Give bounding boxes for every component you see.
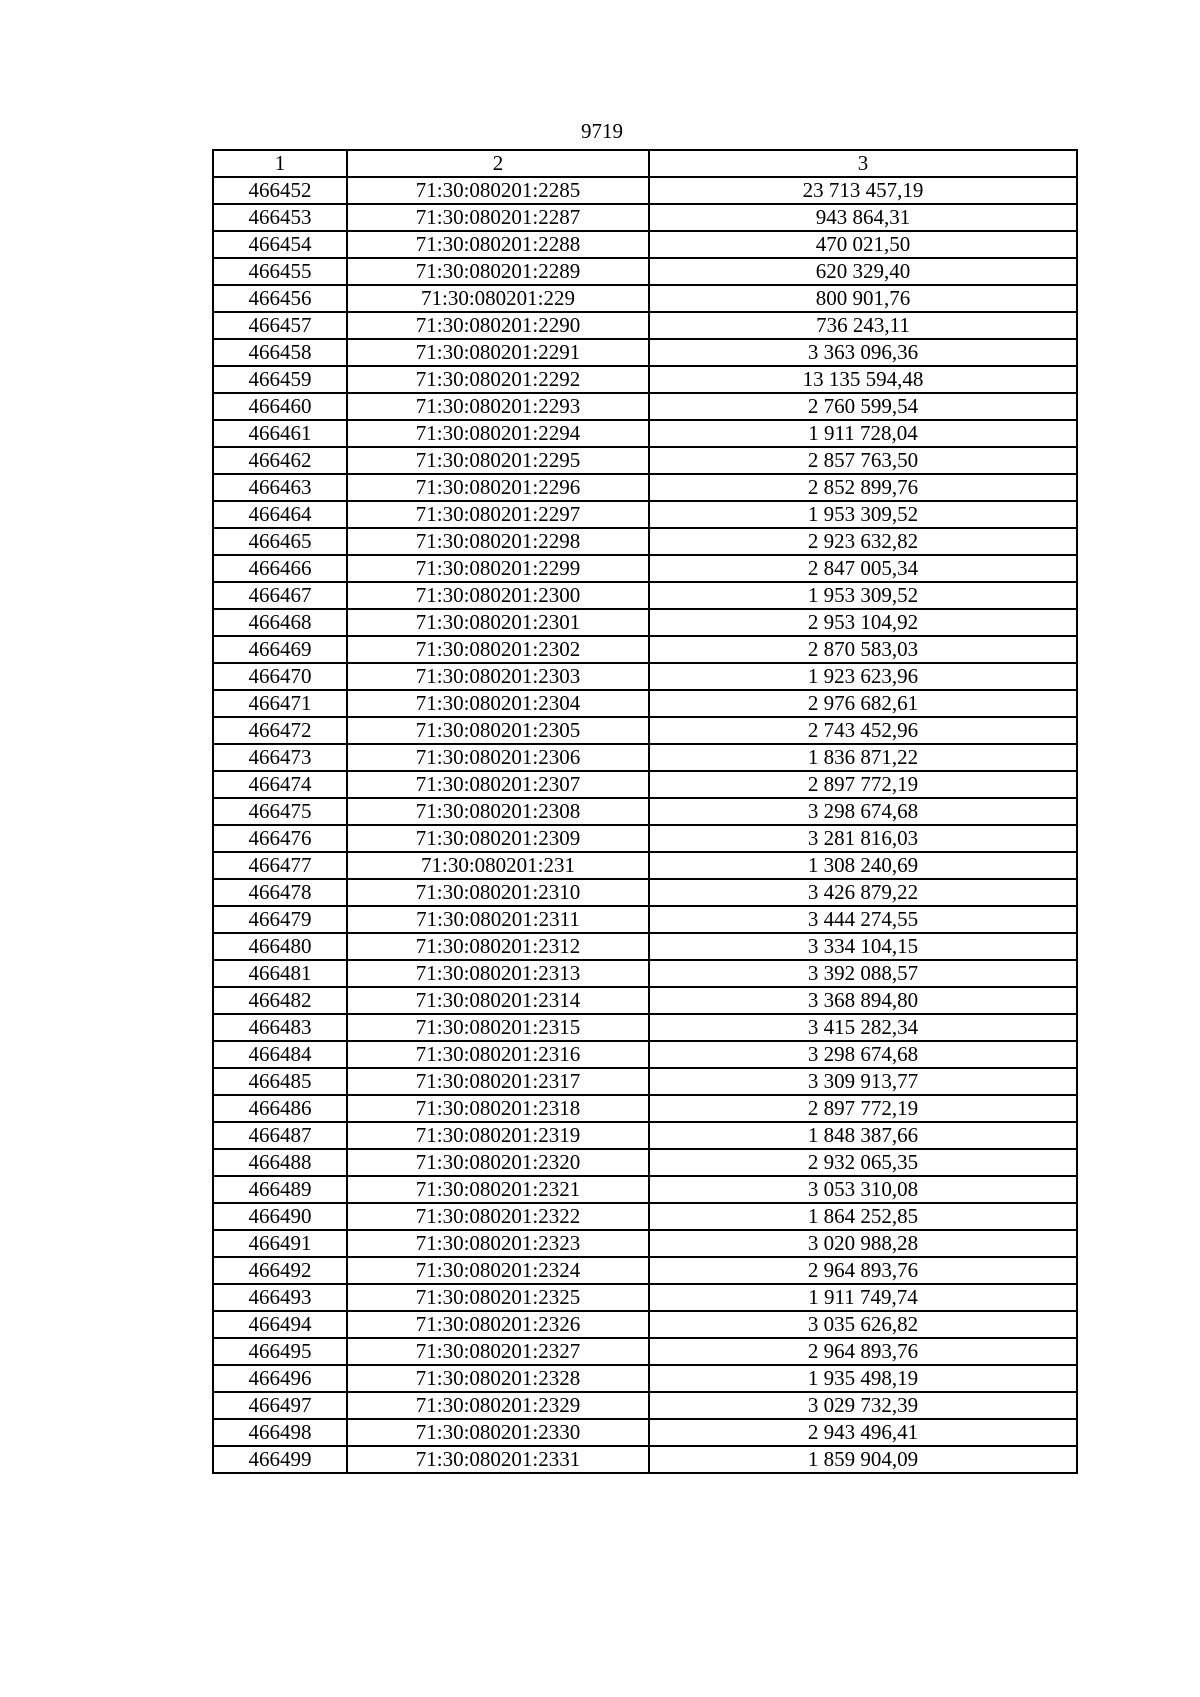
value-cell: 3 053 310,08	[649, 1176, 1077, 1203]
value-cell: 1 848 387,66	[649, 1122, 1077, 1149]
table-row	[213, 906, 1077, 933]
row-number-cell: 466495	[213, 1338, 347, 1365]
value-cell: 1 859 904,09	[649, 1446, 1077, 1473]
value-cell: 2 953 104,92	[649, 609, 1077, 636]
table-row	[213, 582, 1077, 609]
value-cell: 3 029 732,39	[649, 1392, 1077, 1419]
cadastral-number-cell: 71:30:080201:2314	[347, 987, 649, 1014]
table-row	[213, 1284, 1077, 1311]
cadastral-number-cell: 71:30:080201:2328	[347, 1365, 649, 1392]
cadastral-number-cell: 71:30:080201:229	[347, 285, 649, 312]
row-number-cell: 466480	[213, 933, 347, 960]
cadastral-number-cell: 71:30:080201:2285	[347, 177, 649, 204]
table-row	[213, 204, 1077, 231]
row-number-cell: 466458	[213, 339, 347, 366]
row-number-cell: 466464	[213, 501, 347, 528]
table-row	[213, 1203, 1077, 1230]
row-number-cell: 466476	[213, 825, 347, 852]
row-number-cell: 466475	[213, 798, 347, 825]
table-row	[213, 1446, 1077, 1473]
table-row	[213, 312, 1077, 339]
cadastral-number-cell: 71:30:080201:2291	[347, 339, 649, 366]
value-cell: 23 713 457,19	[649, 177, 1077, 204]
registry-table	[212, 149, 1078, 1474]
row-number-cell: 466471	[213, 690, 347, 717]
table-row	[213, 1230, 1077, 1257]
table-row	[213, 1095, 1077, 1122]
cadastral-number-cell: 71:30:080201:2289	[347, 258, 649, 285]
row-number-cell: 466465	[213, 528, 347, 555]
cadastral-number-cell: 71:30:080201:2330	[347, 1419, 649, 1446]
column-header-2: 2	[347, 150, 649, 177]
row-number-cell: 466484	[213, 1041, 347, 1068]
row-number-cell: 466456	[213, 285, 347, 312]
value-cell: 2 760 599,54	[649, 393, 1077, 420]
table-row	[213, 1014, 1077, 1041]
cadastral-number-cell: 71:30:080201:2325	[347, 1284, 649, 1311]
table-row	[213, 393, 1077, 420]
value-cell: 3 334 104,15	[649, 933, 1077, 960]
cadastral-number-cell: 71:30:080201:2298	[347, 528, 649, 555]
table-row	[213, 1311, 1077, 1338]
row-number-cell: 466488	[213, 1149, 347, 1176]
cadastral-number-cell: 71:30:080201:2311	[347, 906, 649, 933]
table-row	[213, 798, 1077, 825]
table-header	[213, 150, 1077, 177]
cadastral-number-cell: 71:30:080201:2317	[347, 1068, 649, 1095]
table-row	[213, 852, 1077, 879]
table-row	[213, 960, 1077, 987]
cadastral-number-cell: 71:30:080201:2297	[347, 501, 649, 528]
row-number-cell: 466486	[213, 1095, 347, 1122]
cadastral-number-cell: 71:30:080201:2312	[347, 933, 649, 960]
row-number-cell: 466491	[213, 1230, 347, 1257]
row-number-cell: 466497	[213, 1392, 347, 1419]
value-cell: 2 897 772,19	[649, 771, 1077, 798]
cadastral-number-cell: 71:30:080201:2322	[347, 1203, 649, 1230]
table-row	[213, 1041, 1077, 1068]
value-cell: 943 864,31	[649, 204, 1077, 231]
cadastral-number-cell: 71:30:080201:2305	[347, 717, 649, 744]
value-cell: 2 847 005,34	[649, 555, 1077, 582]
row-number-cell: 466461	[213, 420, 347, 447]
row-number-cell: 466496	[213, 1365, 347, 1392]
row-number-cell: 466481	[213, 960, 347, 987]
row-number-cell: 466457	[213, 312, 347, 339]
value-cell: 3 426 879,22	[649, 879, 1077, 906]
cadastral-number-cell: 71:30:080201:2315	[347, 1014, 649, 1041]
row-number-cell: 466470	[213, 663, 347, 690]
row-number-cell: 466473	[213, 744, 347, 771]
row-number-cell: 466466	[213, 555, 347, 582]
table-row	[213, 447, 1077, 474]
value-cell: 2 923 632,82	[649, 528, 1077, 555]
cadastral-number-cell: 71:30:080201:2318	[347, 1095, 649, 1122]
table-row	[213, 1365, 1077, 1392]
value-cell: 3 363 096,36	[649, 339, 1077, 366]
value-cell: 470 021,50	[649, 231, 1077, 258]
row-number-cell: 466490	[213, 1203, 347, 1230]
value-cell: 1 923 623,96	[649, 663, 1077, 690]
table-row	[213, 609, 1077, 636]
row-number-cell: 466494	[213, 1311, 347, 1338]
cadastral-number-cell: 71:30:080201:231	[347, 852, 649, 879]
value-cell: 2 932 065,35	[649, 1149, 1077, 1176]
cadastral-number-cell: 71:30:080201:2299	[347, 555, 649, 582]
value-cell: 3 415 282,34	[649, 1014, 1077, 1041]
value-cell: 2 743 452,96	[649, 717, 1077, 744]
cadastral-number-cell: 71:30:080201:2302	[347, 636, 649, 663]
value-cell: 2 870 583,03	[649, 636, 1077, 663]
table-row	[213, 366, 1077, 393]
value-cell: 13 135 594,48	[649, 366, 1077, 393]
column-header-3: 3	[649, 150, 1077, 177]
cadastral-number-cell: 71:30:080201:2331	[347, 1446, 649, 1473]
value-cell: 3 309 913,77	[649, 1068, 1077, 1095]
table-row	[213, 636, 1077, 663]
table-row	[213, 474, 1077, 501]
row-number-cell: 466472	[213, 717, 347, 744]
value-cell: 1 953 309,52	[649, 582, 1077, 609]
cadastral-number-cell: 71:30:080201:2301	[347, 609, 649, 636]
table-row	[213, 879, 1077, 906]
value-cell: 620 329,40	[649, 258, 1077, 285]
value-cell: 1 308 240,69	[649, 852, 1077, 879]
cadastral-number-cell: 71:30:080201:2321	[347, 1176, 649, 1203]
table-row	[213, 717, 1077, 744]
value-cell: 2 897 772,19	[649, 1095, 1077, 1122]
row-number-cell: 466489	[213, 1176, 347, 1203]
table-row	[213, 339, 1077, 366]
cadastral-number-cell: 71:30:080201:2306	[347, 744, 649, 771]
row-number-cell: 466482	[213, 987, 347, 1014]
row-number-cell: 466498	[213, 1419, 347, 1446]
value-cell: 2 943 496,41	[649, 1419, 1077, 1446]
row-number-cell: 466462	[213, 447, 347, 474]
cadastral-number-cell: 71:30:080201:2308	[347, 798, 649, 825]
row-number-cell: 466479	[213, 906, 347, 933]
cadastral-number-cell: 71:30:080201:2293	[347, 393, 649, 420]
cadastral-number-cell: 71:30:080201:2303	[347, 663, 649, 690]
table-row	[213, 1176, 1077, 1203]
cadastral-number-cell: 71:30:080201:2300	[347, 582, 649, 609]
table-row	[213, 1392, 1077, 1419]
table-row	[213, 663, 1077, 690]
table-row	[213, 285, 1077, 312]
row-number-cell: 466493	[213, 1284, 347, 1311]
row-number-cell: 466474	[213, 771, 347, 798]
value-cell: 736 243,11	[649, 312, 1077, 339]
table-row	[213, 258, 1077, 285]
value-cell: 3 020 988,28	[649, 1230, 1077, 1257]
cadastral-number-cell: 71:30:080201:2326	[347, 1311, 649, 1338]
cadastral-number-cell: 71:30:080201:2309	[347, 825, 649, 852]
cadastral-number-cell: 71:30:080201:2316	[347, 1041, 649, 1068]
value-cell: 1 953 309,52	[649, 501, 1077, 528]
table-row	[213, 690, 1077, 717]
value-cell: 800 901,76	[649, 285, 1077, 312]
value-cell: 3 298 674,68	[649, 1041, 1077, 1068]
cadastral-number-cell: 71:30:080201:2313	[347, 960, 649, 987]
row-number-cell: 466453	[213, 204, 347, 231]
page-number: 9719	[581, 119, 623, 143]
row-number-cell: 466487	[213, 1122, 347, 1149]
value-cell: 2 964 893,76	[649, 1338, 1077, 1365]
row-number-cell: 466467	[213, 582, 347, 609]
table-row	[213, 1257, 1077, 1284]
row-number-cell: 466454	[213, 231, 347, 258]
cadastral-number-cell: 71:30:080201:2294	[347, 420, 649, 447]
cadastral-number-cell: 71:30:080201:2287	[347, 204, 649, 231]
table-body	[213, 177, 1077, 1473]
cadastral-number-cell: 71:30:080201:2324	[347, 1257, 649, 1284]
cadastral-number-cell: 71:30:080201:2319	[347, 1122, 649, 1149]
table-row	[213, 528, 1077, 555]
table-row	[213, 825, 1077, 852]
value-cell: 3 281 816,03	[649, 825, 1077, 852]
table-row	[213, 1149, 1077, 1176]
row-number-cell: 466478	[213, 879, 347, 906]
value-cell: 3 298 674,68	[649, 798, 1077, 825]
value-cell: 3 035 626,82	[649, 1311, 1077, 1338]
table-row	[213, 1338, 1077, 1365]
value-cell: 1 836 871,22	[649, 744, 1077, 771]
row-number-cell: 466455	[213, 258, 347, 285]
cadastral-number-cell: 71:30:080201:2329	[347, 1392, 649, 1419]
cadastral-number-cell: 71:30:080201:2296	[347, 474, 649, 501]
cadastral-number-cell: 71:30:080201:2304	[347, 690, 649, 717]
cadastral-number-cell: 71:30:080201:2288	[347, 231, 649, 258]
cadastral-number-cell: 71:30:080201:2310	[347, 879, 649, 906]
table-row	[213, 555, 1077, 582]
cadastral-number-cell: 71:30:080201:2323	[347, 1230, 649, 1257]
column-header-1: 1	[213, 150, 347, 177]
value-cell: 1 911 728,04	[649, 420, 1077, 447]
row-number-cell: 466492	[213, 1257, 347, 1284]
value-cell: 2 976 682,61	[649, 690, 1077, 717]
cadastral-number-cell: 71:30:080201:2327	[347, 1338, 649, 1365]
row-number-cell: 466477	[213, 852, 347, 879]
value-cell: 2 857 763,50	[649, 447, 1077, 474]
table-row	[213, 501, 1077, 528]
row-number-cell: 466469	[213, 636, 347, 663]
value-cell: 3 444 274,55	[649, 906, 1077, 933]
value-cell: 2 852 899,76	[649, 474, 1077, 501]
row-number-cell: 466459	[213, 366, 347, 393]
row-number-cell: 466485	[213, 1068, 347, 1095]
table-row	[213, 1419, 1077, 1446]
cadastral-number-cell: 71:30:080201:2295	[347, 447, 649, 474]
cadastral-number-cell: 71:30:080201:2292	[347, 366, 649, 393]
row-number-cell: 466499	[213, 1446, 347, 1473]
table-row	[213, 420, 1077, 447]
table-row	[213, 231, 1077, 258]
table-row	[213, 744, 1077, 771]
value-cell: 1 911 749,74	[649, 1284, 1077, 1311]
value-cell: 1 935 498,19	[649, 1365, 1077, 1392]
table-row	[213, 177, 1077, 204]
value-cell: 3 368 894,80	[649, 987, 1077, 1014]
header-row	[213, 150, 1077, 177]
row-number-cell: 466460	[213, 393, 347, 420]
cadastral-number-cell: 71:30:080201:2307	[347, 771, 649, 798]
table-row	[213, 1122, 1077, 1149]
row-number-cell: 466452	[213, 177, 347, 204]
cadastral-number-cell: 71:30:080201:2290	[347, 312, 649, 339]
value-cell: 1 864 252,85	[649, 1203, 1077, 1230]
table-row	[213, 987, 1077, 1014]
table-row	[213, 771, 1077, 798]
row-number-cell: 466468	[213, 609, 347, 636]
value-cell: 3 392 088,57	[649, 960, 1077, 987]
table-row	[213, 1068, 1077, 1095]
row-number-cell: 466463	[213, 474, 347, 501]
table-row	[213, 933, 1077, 960]
row-number-cell: 466483	[213, 1014, 347, 1041]
cadastral-number-cell: 71:30:080201:2320	[347, 1149, 649, 1176]
value-cell: 2 964 893,76	[649, 1257, 1077, 1284]
